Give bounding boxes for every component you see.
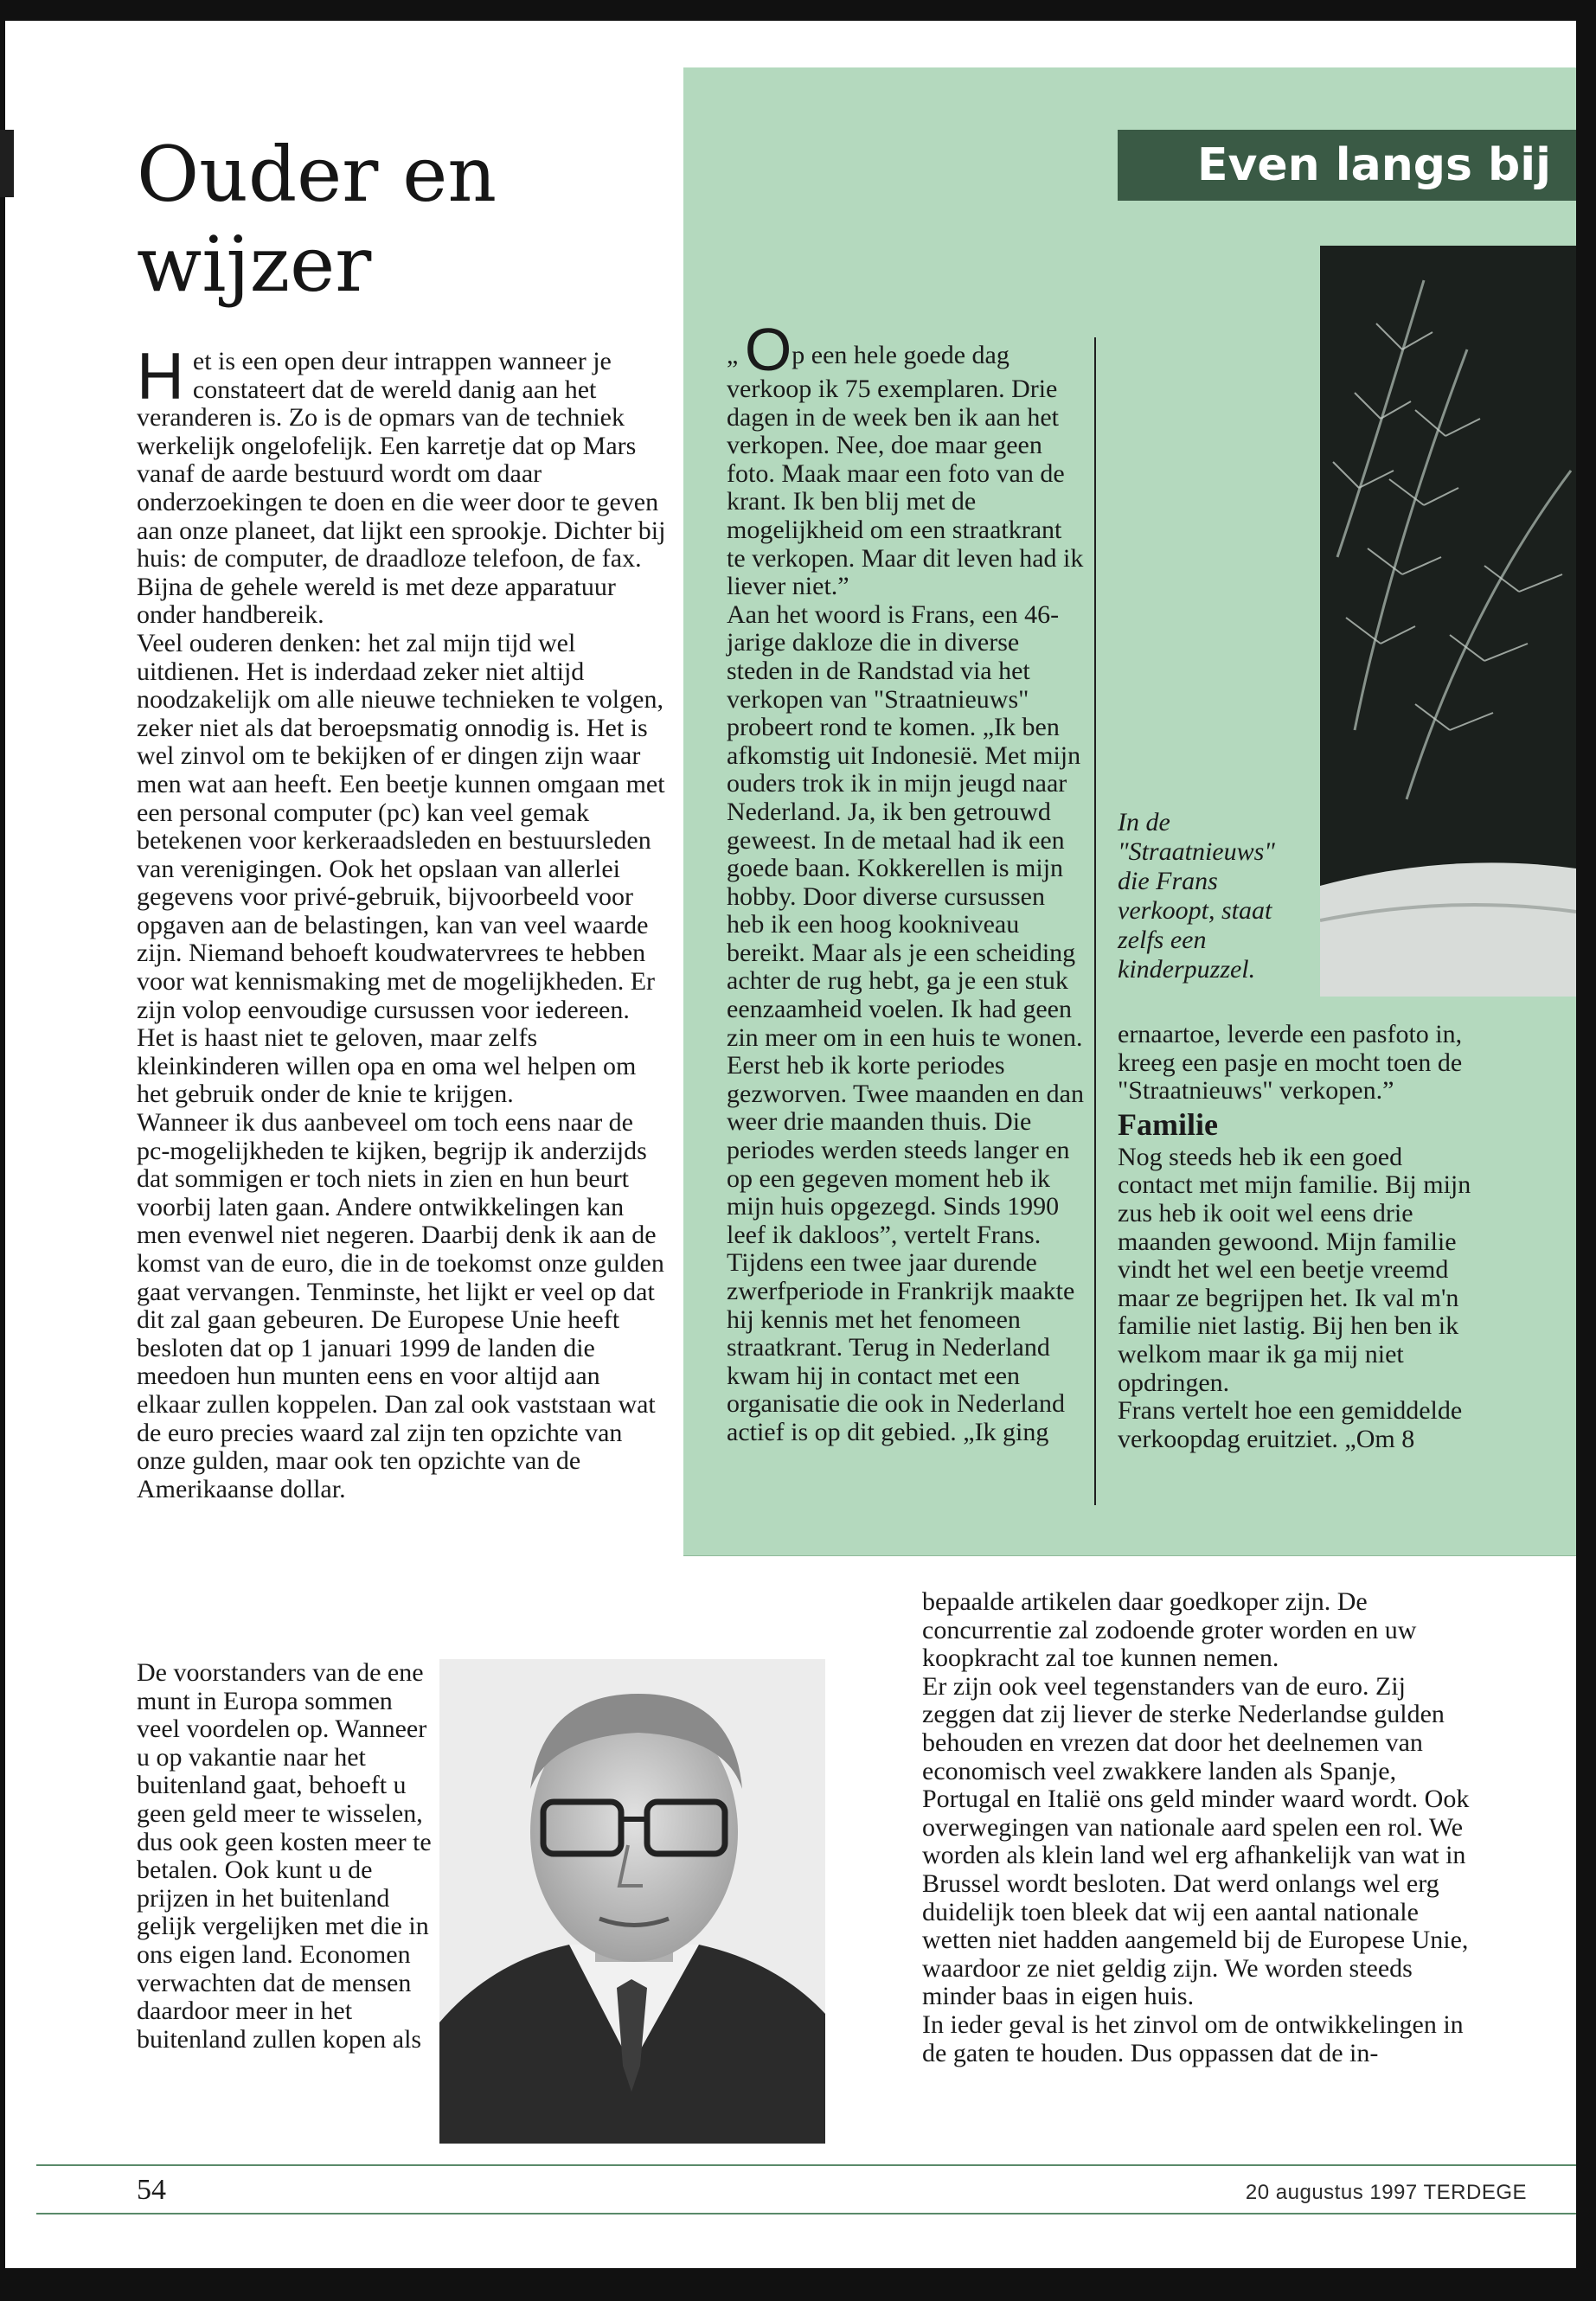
scan-border-bottom — [0, 2268, 1596, 2301]
column-divider — [1094, 337, 1096, 1505]
fern-illustration — [1320, 246, 1576, 997]
section-marker-bar — [0, 130, 14, 197]
portrait-illustration — [439, 1659, 825, 2144]
article-left-column-continued — [922, 1588, 1476, 2067]
open-quote: „ — [727, 341, 739, 369]
interview-column-right — [1118, 1021, 1477, 1453]
interview-paragraph-6: Frans vertelt hoe een gemiddelde verkoopdag eruitziet. „Om 8 — [1118, 1396, 1463, 1453]
scan-border-left — [0, 0, 5, 2301]
section-banner: Even langs bij — [1118, 130, 1576, 201]
drop-cap-h: H — [137, 340, 184, 413]
interview-paragraph-4: ernaartoe, leverde een pasfoto in, kreeg een pasje en mocht toen de "Straatnieuws" verkopen.” — [1118, 1020, 1463, 1106]
author-portrait-photo — [439, 1659, 825, 2144]
interview-paragraph-5: Nog steeds heb ik een goed contact met mijn familie. Bij mijn zus heb ik ooit wel eens drie maanden gewoond. Mijn familie vindt het wel een beetje vreemd maar ze begrijpen het. Ik val m'n familie niet lastig. Bij hen ben ik welkom maar ik ga mij niet opdringen. — [1118, 1142, 1471, 1397]
scan-border-top — [0, 0, 1596, 21]
article-left-lead — [137, 340, 666, 630]
article-left-paragraph-6: Er zijn ook veel tegenstanders van de euro. Zij zeggen dat zij liever de sterke Nederlandse gulden behouden en vrezen dat door het deelnemen van economisch veel zwakkere landen als Spanje, Portugal en Italië ons geld minder waard wordt. Ook overwegingen van nationale aard spelen een rol. We worden als klein land wel erg afhankelijk van wat in Brussel wordt besloten. Dat werd onlangs wel erg duidelijk toen bleek dat wij een aantal nationale wetten niet hadden aangemeld bij de Europese Unie, waardoor ze niet geldig zijn. We worden steeds minder baas in eigen huis. — [922, 1671, 1470, 2011]
subhead-familie: Familie — [1118, 1106, 1218, 1142]
article-left-paragraph-2: Veel ouderen denken: het zal mijn tijd wel uitdienen. Het is inderdaad zeker niet altijd noodzakelijk om alle nieuwe technieken te volgen, zeker niet als dat beroepsmatig onnodig is. Het is wel zinvol om te bekijken of er dingen zijn waar men wat aan heeft. Een beetje kunnen omgaan met een personal computer (pc) kan veel gemak betekenen voor kerkeraadsleden en bestuursleden van verenigingen. Ook het opslaan van allerlei gegevens voor privé-gebruik, bijvoorbeeld voor opgaven aan de belastingen, kan van veel waarde zijn. Niemand behoeft koudwatervrees te hebben voor wat kennismaking met de mogelijkheden. Er zijn volop eenvoudige cursussen voor iedereen. Het is haast niet te geloven, maar zelfs kleinkinderen willen opa en oma wel helpen om het gebruik onder de knie te krijgen. — [137, 628, 665, 1109]
interview-lead-text: p een hele goede dag verkoop ik 75 exemplaren. Drie dagen in de week ben ik aan het verkopen. Nee, doe maar geen foto. Maak maar een foto van de krant. Ik ben blij met de mogelijkheid om een straatkrant te verkopen. Maar dit leven had ik liever niet.” — [727, 341, 1084, 601]
interview-paragraph-3: Tijdens een twee jaar durende zwerfperiode in Frankrijk maakte hij kennis met het fenomeen straatkrant. Terug in Nederland kwam hij in contact met een organisatie die ook in Nederland actief is op dit gebied. „Ik ging — [727, 1248, 1075, 1446]
page-title — [137, 130, 497, 310]
article-left-column — [137, 340, 666, 1503]
drop-cap-o: O — [744, 316, 792, 383]
interview-paragraph-2: Aan het woord is Frans, een 46-jarige dakloze die in diverse steden in de Randstad via het verkopen van "Straatnieuws" probeert rond te komen. „Ik ben afkomstig uit Indonesië. Met mijn ouders trok ik in mijn jeugd naar Nederland. Ja, ik ben getrouwd geweest. In de metaal had ik een goede baan. Kokkerellen is mijn hobby. Door diverse cursussen heb ik een hoog kookniveau bereikt. Maar als je een scheiding achter de rug hebt, ga je een stuk eenzaamheid voelen. Ik had geen zin meer om in een huis te wonen. Eerst heb ik korte periodes gezworven. Twee maanden en dan weer drie maanden thuis. Die periodes werden steeds langer en op een gegeven moment heb ik mijn huis opgezegd. Sinds 1990 leef ik dakloos”, vertelt Frans. — [727, 599, 1084, 1249]
fern-photo — [1320, 246, 1576, 997]
article-left-paragraph-5: bepaalde artikelen daar goedkoper zijn. De concurrentie zal zodoende groter worden en uw koopkracht zal toe kunnen nemen. — [922, 1587, 1417, 1673]
interview-column — [727, 316, 1086, 1447]
footer-rule-bottom — [36, 2213, 1576, 2214]
article-left-paragraph-4: De voorstanders van de ene munt in Europa sommen veel voordelen op. Wanneer u op vakantie naar het buitenland gaat, behoeft u geen geld meer te wisselen, dus ook geen kosten meer te betalen. Ook kunt u de prijzen in het buitenland gelijk vergelijken met die in ons eigen land. Economen verwachten dat de mensen daardoor meer in het buitenland zullen kopen als — [137, 1658, 432, 2054]
title-line-1: Ouder en — [137, 130, 497, 219]
photo-caption: In de "Straatnieuws" die Frans verkoopt, staat zelfs een kinderpuzzel. — [1118, 808, 1275, 984]
article-left-paragraph-3: Wanneer ik dus aanbeveel om toch eens naar de pc-mogelijkheden te kijken, begrijp ik anderzijds dat sommigen er toch niets in zien en hun beurt voorbij laten gaan. Andere ontwikkelingen kan men evenwel niet negeren. Daarbij denk ik aan de komst van de euro, die in de toekomst onze gulden gaat vervangen. Tenminste, het lijkt er veel op dat dit zal gaan gebeuren. De Europese Unie heeft besloten dat op 1 januari 1999 de landen die meedoen hun munten eens en voor altijd aan elkaar zullen koppelen. Dan zal ook vaststaan wat de euro precies waard zal zijn ten opzichte van onze gulden, maar ook ten opzichte van de Amerikaanse dollar. — [137, 1108, 664, 1503]
title-line-2: wijzer — [137, 220, 372, 309]
green-panel-bottom-edge — [683, 1555, 1576, 1556]
article-left-paragraph-7: In ieder geval is het zinvol om de ontwikkelingen in de gaten te houden. Dus oppassen dat de in- — [922, 2009, 1464, 2067]
footer-date-magazine: 20 augustus 1997 TERDEGE — [1245, 2181, 1527, 2204]
scan-border-right — [1576, 0, 1596, 2301]
article-left-column-narrow — [137, 1659, 435, 2054]
interview-lead — [727, 316, 1086, 601]
lead-text: et is een open deur intrappen wanneer je constateert dat de wereld danig aan het veranderen is. Zo is de opmars van de techniek werkelijk ongelofelijk. Een karretje dat op Mars vanaf de aarde bestuurd wordt om daar onderzoekingen te doen en die weer door te geven aan onze planeet, dat lijkt een sprookje. Dichter bij huis: de computer, de draadloze telefoon, de fax. Bijna de gehele wereld is met deze apparatuur onder handbereik. — [137, 347, 666, 630]
page-number: 54 — [137, 2174, 166, 2206]
footer-rule-top — [36, 2164, 1576, 2166]
